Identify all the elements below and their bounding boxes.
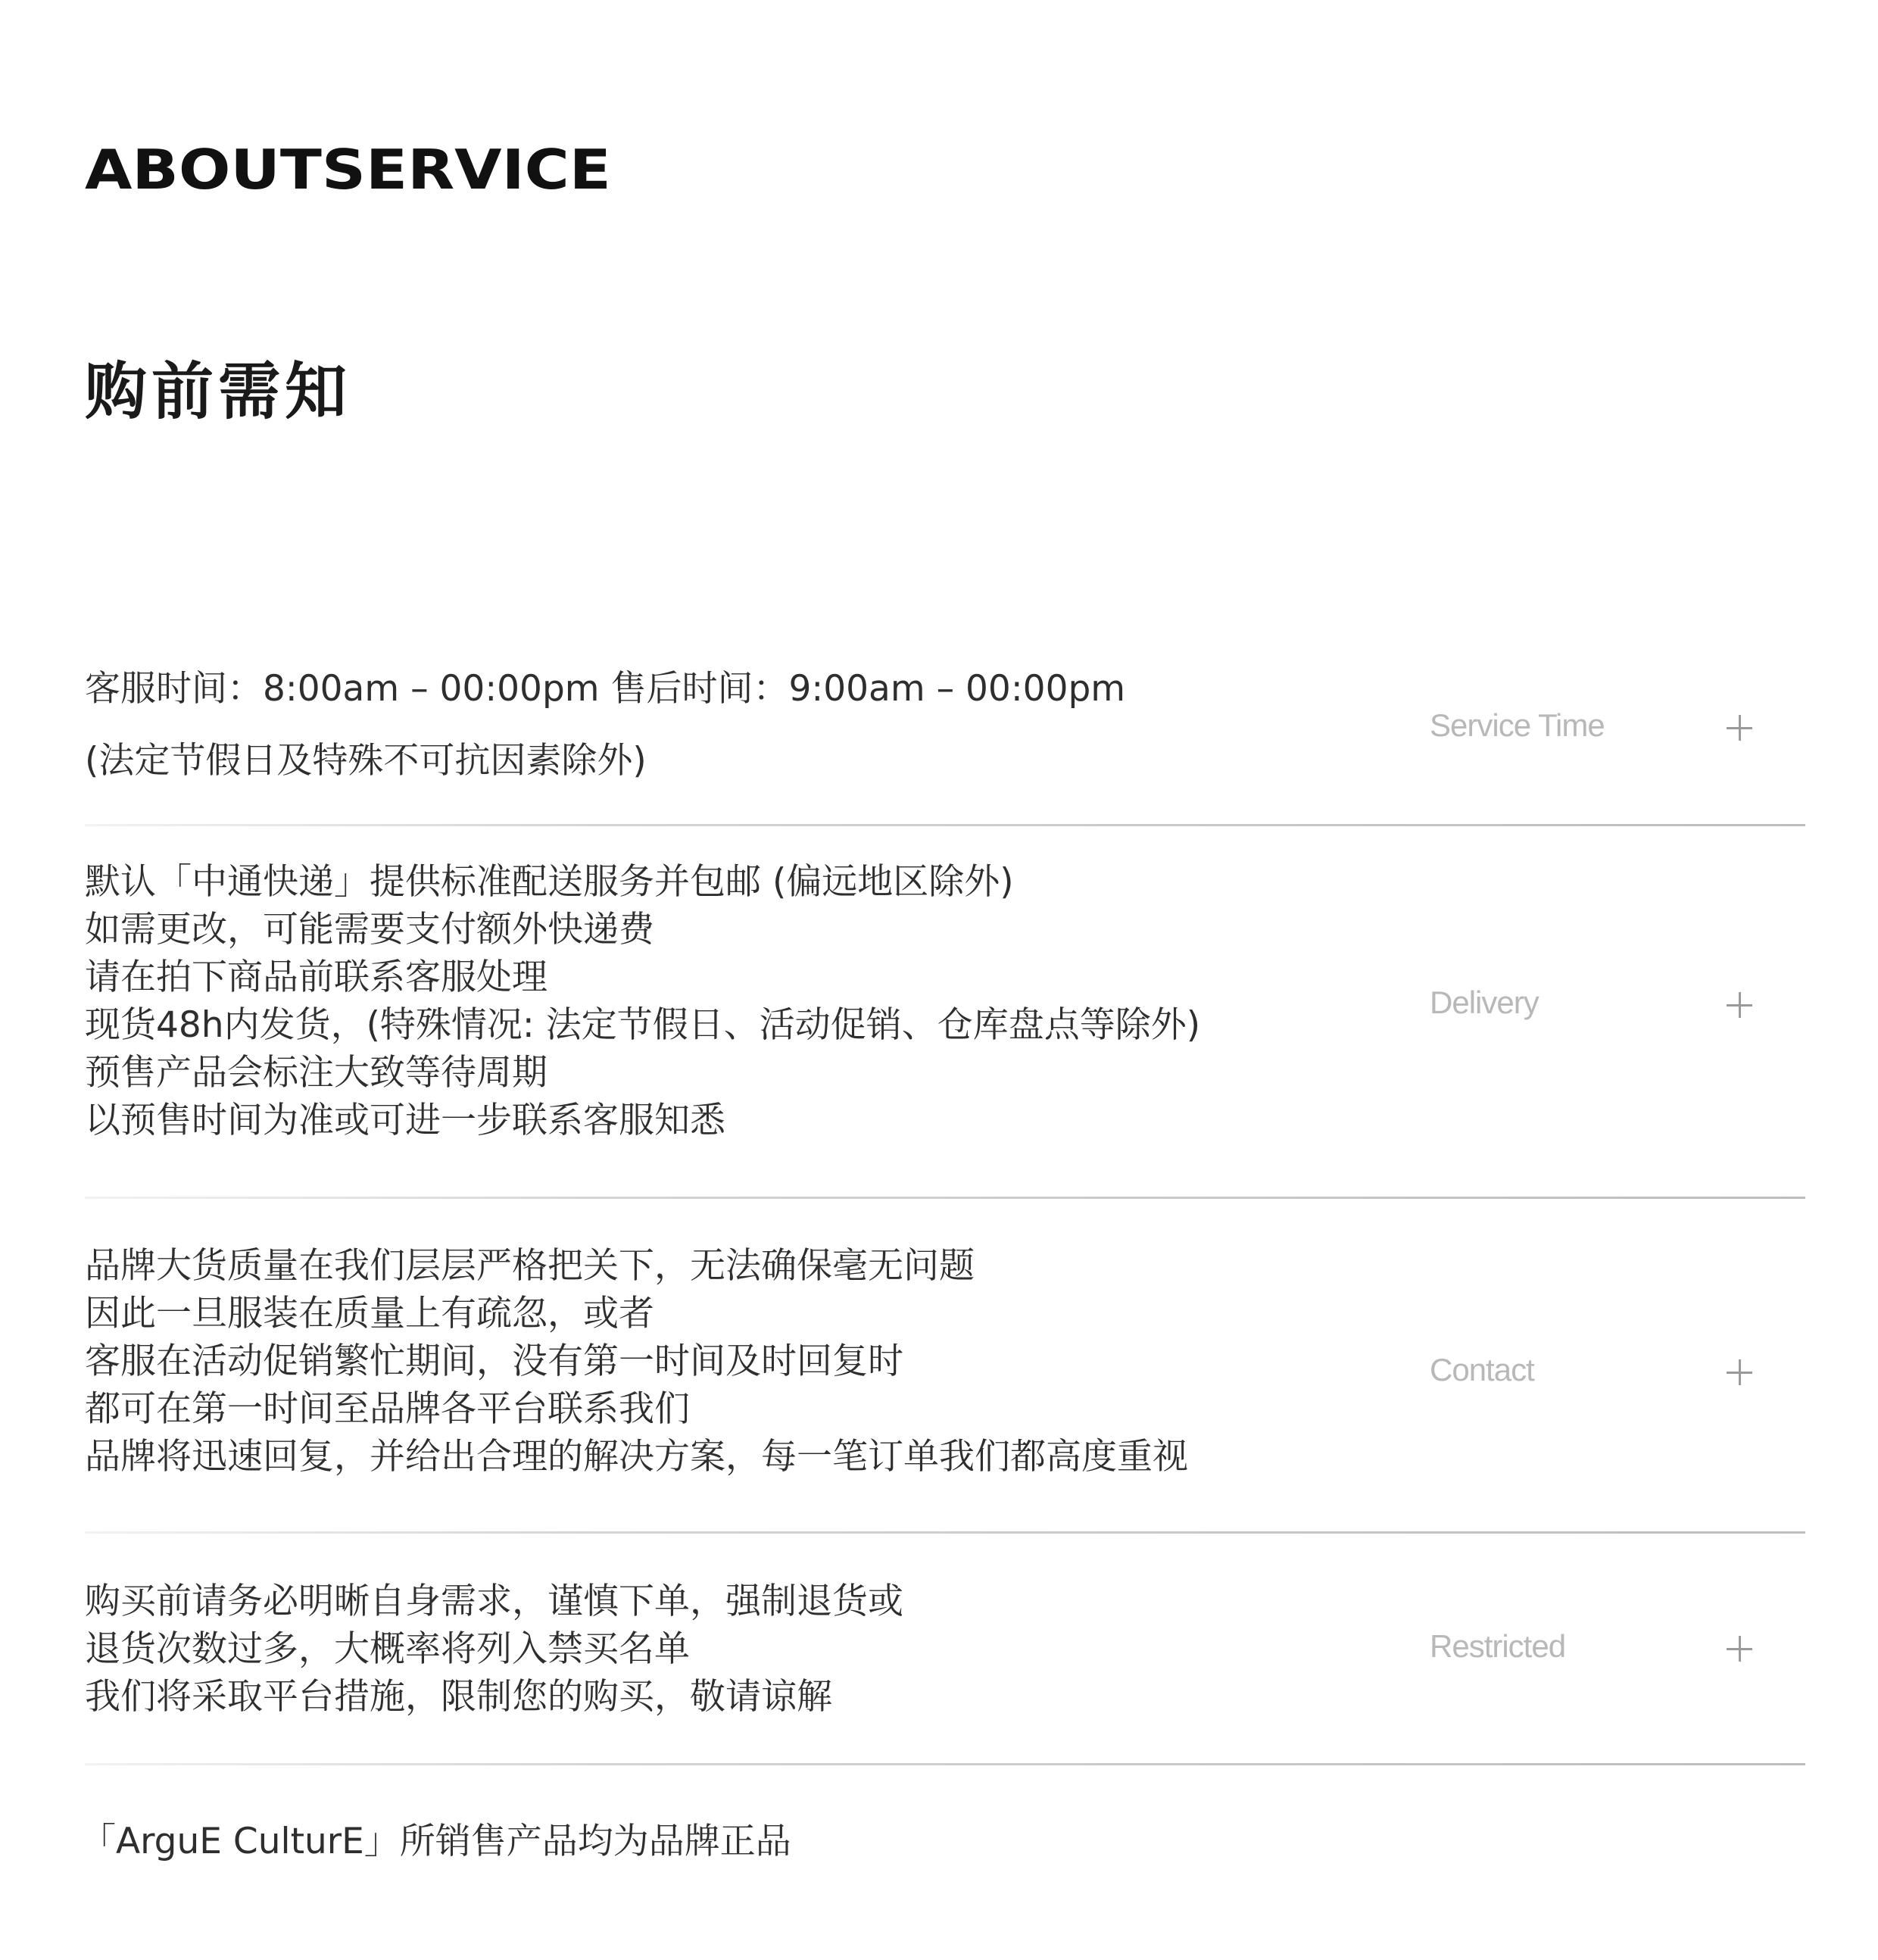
restricted-text [85,1578,903,1721]
expand-restricted-icon[interactable] [1727,1636,1752,1662]
contact-text [85,1242,1188,1481]
divider [85,824,1805,826]
authenticity-note: 「ArguE CulturE」所销售产品均为品牌正品 [80,1821,791,1862]
contact-line: 都可在第一时间至品牌各平台联系我们 [85,1388,690,1430]
contact-line: 因此一旦服装在质量上有疏忽，或者 [85,1293,654,1334]
brand-title: ABOUTSERVICE [85,138,611,201]
delivery-line: 以预售时间为准或可进一步联系客服知悉 [85,1100,725,1141]
service-time-text [85,653,1125,797]
service-time-line: (法定节假日及特殊不可抗因素除外) [85,740,647,782]
service-time-label: Service Time [1430,707,1605,743]
restricted-line: 我们将采取平台措施，限制您的购买，敬请谅解 [85,1676,832,1718]
delivery-line: 现货48h内发货，(特殊情况: 法定节假日、活动促销、仓库盘点等除外) [85,1004,1201,1046]
delivery-text [85,858,1200,1144]
restricted-line: 退货次数过多，大概率将列入禁买名单 [85,1628,690,1670]
restricted-label: Restricted [1430,1628,1566,1664]
delivery-line: 请在拍下商品前联系客服处理 [85,957,547,998]
divider [85,1531,1805,1534]
divider [85,1763,1805,1765]
expand-service-time-icon[interactable] [1727,715,1752,741]
expand-contact-icon[interactable] [1727,1359,1752,1385]
contact-line: 客服在活动促销繁忙期间，没有第一时间及时回复时 [85,1340,903,1382]
service-time-line: 客服时间：8:00am – 00:00pm 售后时间：9:00am – 00:00pm [85,668,1126,710]
delivery-line: 默认「中通快递」提供标准配送服务并包邮 (偏远地区除外) [85,861,1014,903]
restricted-line: 购买前请务必明晰自身需求，谨慎下单，强制退货或 [85,1581,903,1622]
divider [85,1197,1805,1199]
contact-label: Contact [1430,1352,1534,1387]
delivery-label: Delivery [1430,985,1539,1020]
contact-line: 品牌将迅速回复，并给出合理的解决方案，每一笔订单我们都高度重视 [85,1436,1188,1478]
expand-delivery-icon[interactable] [1727,992,1752,1018]
delivery-line: 如需更改，可能需要支付额外快递费 [85,909,654,950]
section-title: 购前需知 [85,356,352,428]
delivery-line: 预售产品会标注大致等待周期 [85,1052,547,1094]
contact-line: 品牌大货质量在我们层层严格把关下，无法确保毫无问题 [85,1245,975,1287]
